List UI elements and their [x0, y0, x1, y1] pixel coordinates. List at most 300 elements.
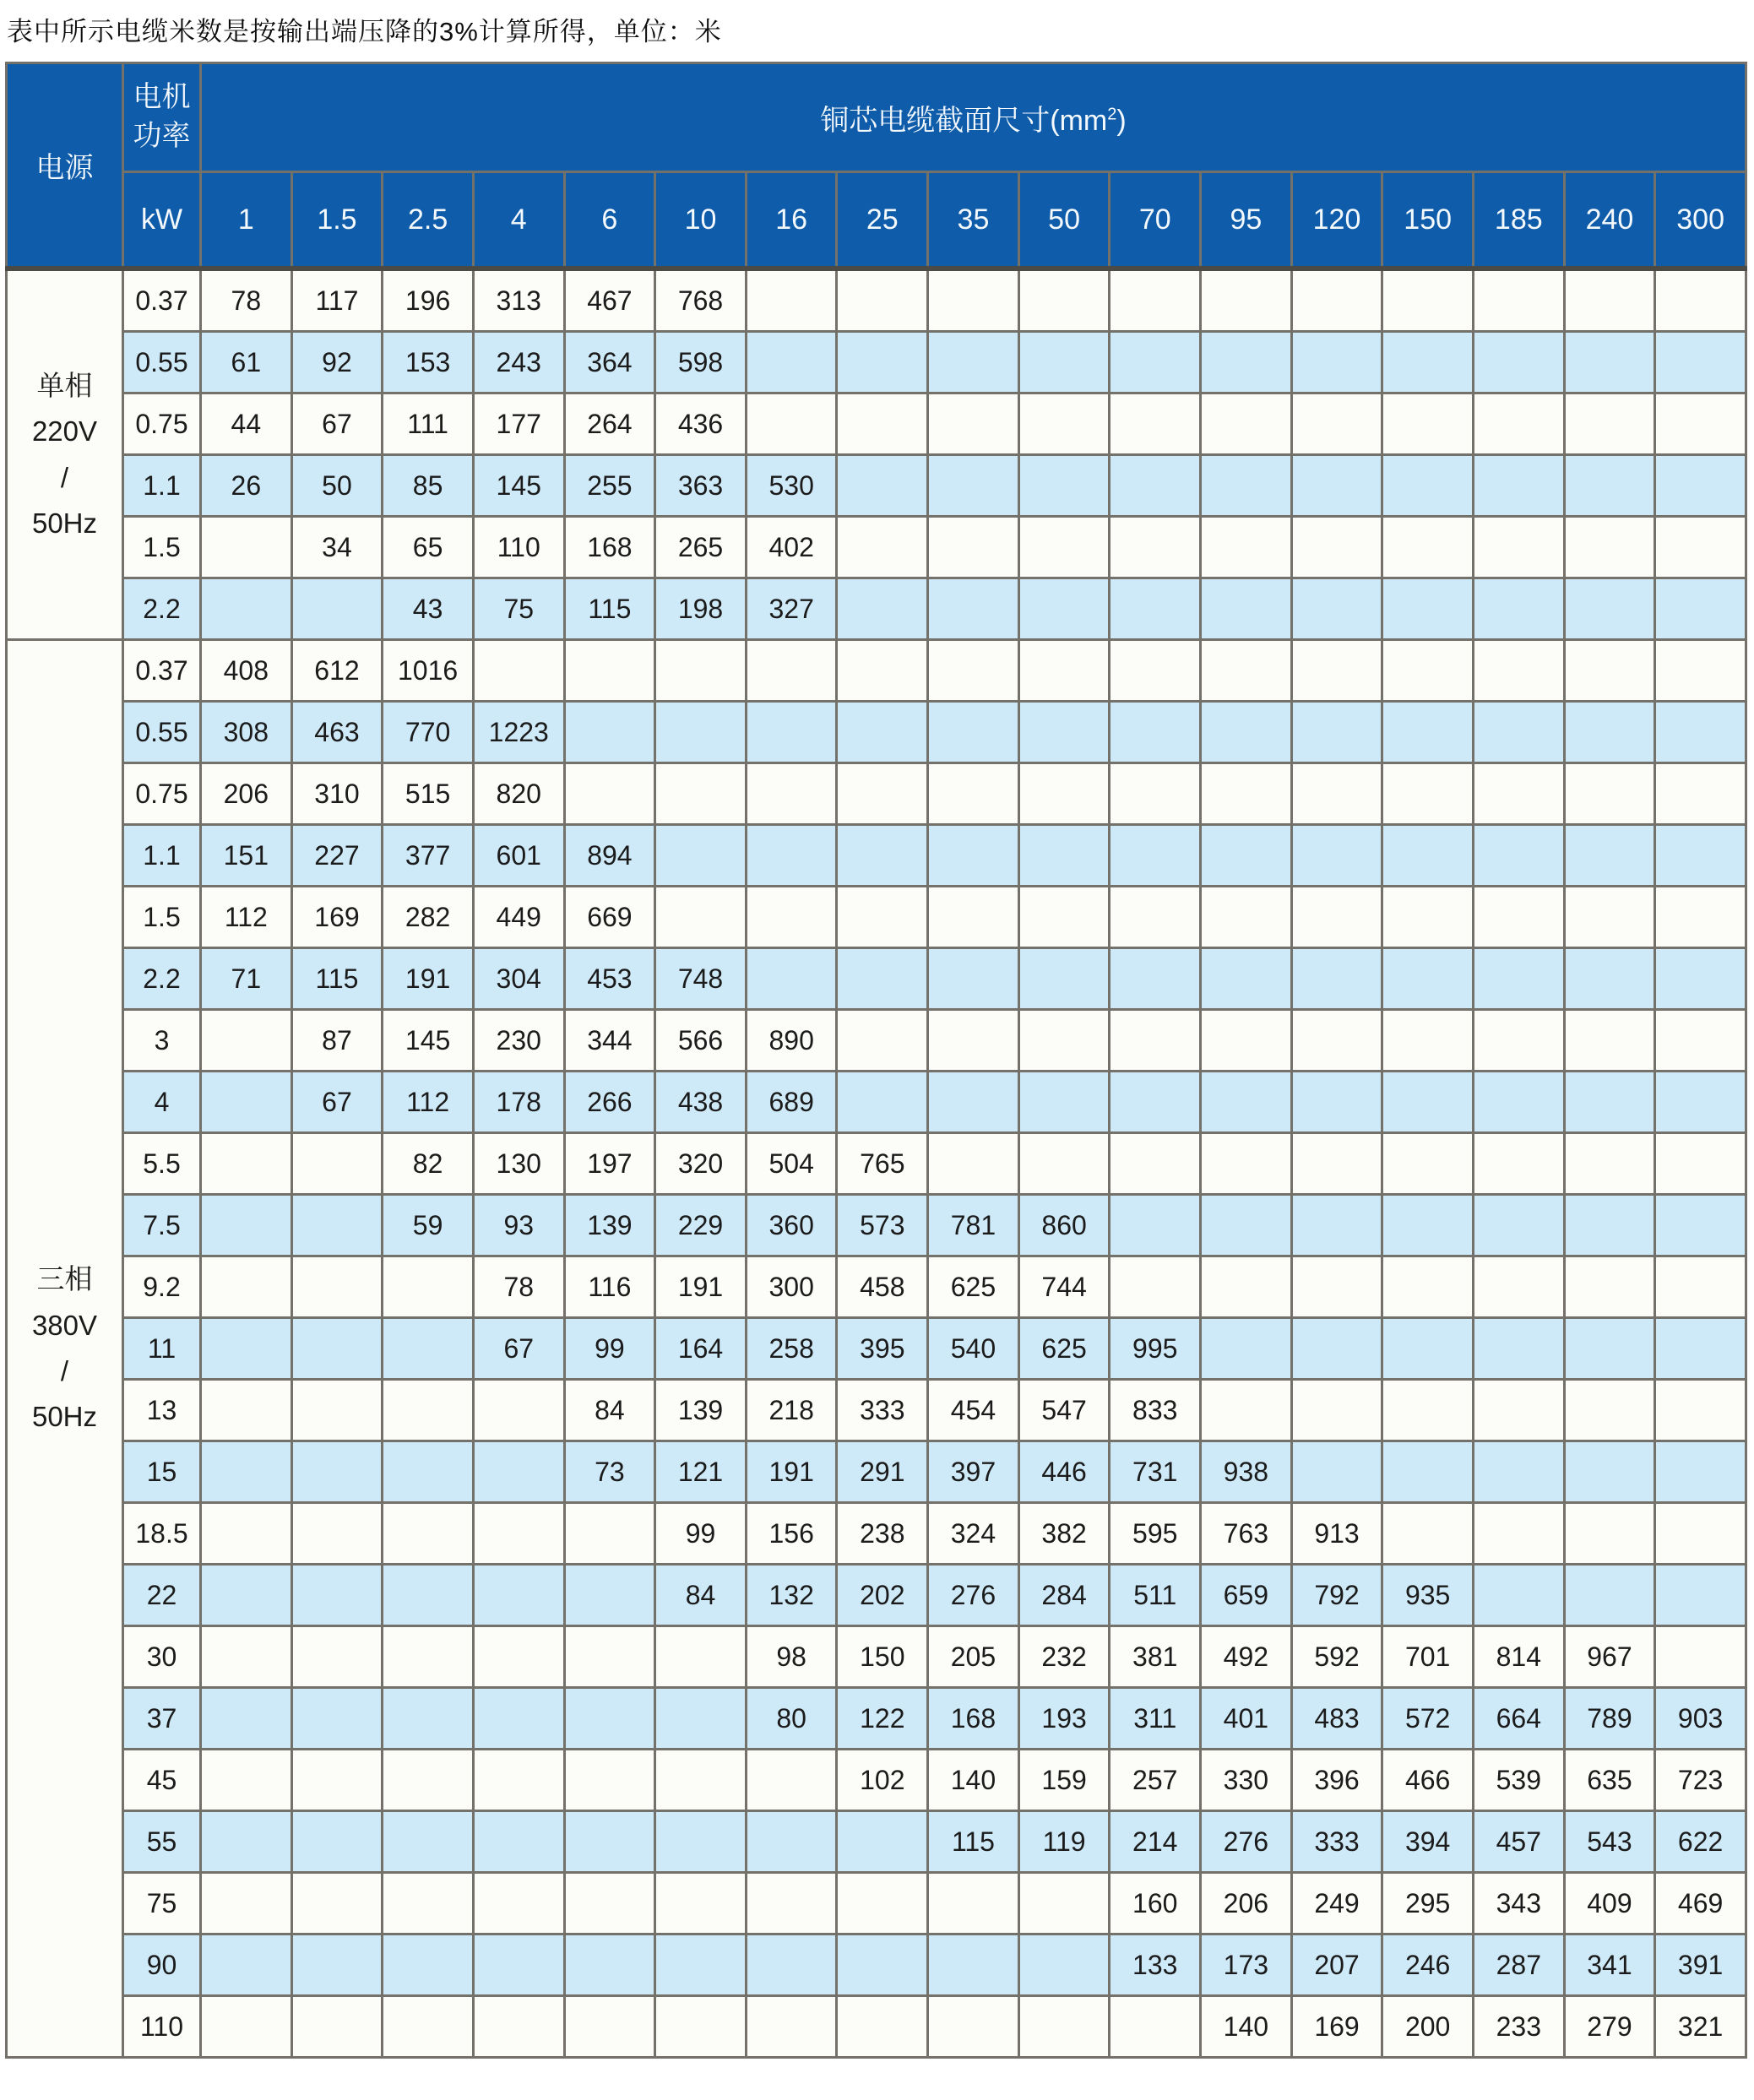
- cable-length-cell: 320: [655, 1133, 747, 1195]
- cable-length-cell: [746, 1811, 837, 1873]
- cable-length-cell: 595: [1110, 1503, 1201, 1565]
- table-row: [7, 1503, 1746, 1565]
- motor-power-cell: 0.75: [123, 393, 201, 455]
- cable-length-cell: 364: [564, 332, 655, 393]
- table-row: [7, 1626, 1746, 1688]
- motor-power-cell: 3: [123, 1010, 201, 1072]
- cable-length-cell: 860: [1018, 1195, 1110, 1256]
- cable-length-cell: [746, 1873, 837, 1934]
- cable-length-cell: [473, 1565, 564, 1626]
- cable-length-cell: 469: [1655, 1873, 1746, 1934]
- cable-length-cell: 601: [473, 825, 564, 887]
- cable-length-cell: [1655, 1133, 1746, 1195]
- cable-length-cell: [1473, 887, 1564, 948]
- cable-length-cell: [1382, 948, 1474, 1010]
- header-size-2.5: 2.5: [383, 172, 474, 269]
- cable-length-cell: 214: [1110, 1811, 1201, 1873]
- cable-length-cell: [473, 1441, 564, 1503]
- cable-length-cell: [1473, 1195, 1564, 1256]
- cable-length-cell: 227: [291, 825, 383, 887]
- cable-length-cell: 117: [291, 269, 383, 332]
- cable-length-cell: [1110, 763, 1201, 825]
- cable-length-cell: [1473, 455, 1564, 517]
- cable-length-cell: 504: [746, 1133, 837, 1195]
- cable-length-cell: [655, 1750, 747, 1811]
- cable-length-cell: [1291, 1256, 1382, 1318]
- cable-length-cell: [1382, 269, 1474, 332]
- cable-length-cell: [1564, 640, 1655, 702]
- cable-length-cell: 820: [473, 763, 564, 825]
- cable-length-cell: 133: [1110, 1934, 1201, 1996]
- cable-length-cell: [1564, 825, 1655, 887]
- table-row: [7, 702, 1746, 763]
- cable-length-cell: [1382, 887, 1474, 948]
- cable-length-cell: 890: [746, 1010, 837, 1072]
- cable-length-cell: [928, 1873, 1019, 1934]
- cable-length-cell: [1110, 825, 1201, 887]
- cable-length-cell: 200: [1382, 1996, 1474, 2058]
- cable-length-cell: [1201, 640, 1292, 702]
- cable-length-cell: [1110, 1133, 1201, 1195]
- power-source-line: 50Hz: [31, 1401, 98, 1433]
- motor-power-cell: 5.5: [123, 1133, 201, 1195]
- cable-length-cell: [746, 1934, 837, 1996]
- cable-length-cell: [473, 1811, 564, 1873]
- cable-length-cell: [1382, 825, 1474, 887]
- cable-length-cell: [291, 1565, 383, 1626]
- cable-length-cell: [1201, 332, 1292, 393]
- cable-length-cell: 153: [383, 332, 474, 393]
- cable-length-cell: 635: [1564, 1750, 1655, 1811]
- cable-length-cell: 156: [746, 1503, 837, 1565]
- cable-length-cell: [201, 1010, 292, 1072]
- cable-length-cell: 196: [383, 269, 474, 332]
- cable-length-cell: [383, 1503, 474, 1565]
- cable-length-cell: 150: [837, 1626, 928, 1688]
- cable-length-cell: 164: [655, 1318, 747, 1380]
- cable-length-cell: 530: [746, 455, 837, 517]
- cable-length-cell: 61: [201, 332, 292, 393]
- cable-length-cell: 903: [1655, 1688, 1746, 1750]
- cable-length-cell: [928, 640, 1019, 702]
- cable-length-cell: [1382, 1503, 1474, 1565]
- cable-length-cell: 547: [1018, 1380, 1110, 1441]
- table-row: [7, 1010, 1746, 1072]
- motor-power-cell: 13: [123, 1380, 201, 1441]
- cable-length-cell: [837, 702, 928, 763]
- cable-length-cell: [1564, 1318, 1655, 1380]
- cable-length-cell: [1201, 1256, 1292, 1318]
- cable-length-cell: [1018, 702, 1110, 763]
- motor-power-cell: 1.5: [123, 887, 201, 948]
- cable-length-cell: [928, 948, 1019, 1010]
- cable-length-cell: 701: [1382, 1626, 1474, 1688]
- cable-length-cell: [837, 1811, 928, 1873]
- cable-length-cell: [564, 1565, 655, 1626]
- cable-length-cell: [1564, 1010, 1655, 1072]
- motor-power-cell: 22: [123, 1565, 201, 1626]
- cross-section-superscript: 2: [1107, 105, 1117, 124]
- power-source-line: 50Hz: [31, 507, 98, 539]
- cable-length-cell: 111: [383, 393, 474, 455]
- cable-length-cell: [291, 1441, 383, 1503]
- cable-length-cell: [201, 578, 292, 640]
- cable-length-cell: [1473, 1133, 1564, 1195]
- cable-length-cell: 789: [1564, 1688, 1655, 1750]
- header-power-source: 电源: [7, 63, 123, 269]
- cable-length-cell: [655, 702, 747, 763]
- cable-length-cell: [1018, 887, 1110, 948]
- cable-length-cell: 540: [928, 1318, 1019, 1380]
- cable-length-cell: 333: [1291, 1811, 1382, 1873]
- cable-length-cell: [1655, 1256, 1746, 1318]
- cable-length-cell: [201, 1996, 292, 2058]
- cable-length-cell: [1018, 825, 1110, 887]
- cable-length-cell: 515: [383, 763, 474, 825]
- motor-power-cell: 0.75: [123, 763, 201, 825]
- cable-length-cell: 311: [1110, 1688, 1201, 1750]
- cable-length-cell: [383, 1256, 474, 1318]
- cable-length-cell: 67: [473, 1318, 564, 1380]
- cable-length-cell: [1564, 517, 1655, 578]
- cable-length-cell: [655, 1626, 747, 1688]
- cable-length-cell: 438: [655, 1072, 747, 1133]
- cable-length-cell: 232: [1018, 1626, 1110, 1688]
- cable-length-cell: [1473, 578, 1564, 640]
- cable-length-cell: [746, 825, 837, 887]
- table-row: [7, 1688, 1746, 1750]
- cable-length-cell: [1110, 948, 1201, 1010]
- cable-length-cell: [1201, 455, 1292, 517]
- cable-length-cell: [473, 1934, 564, 1996]
- cable-length-cell: [928, 1133, 1019, 1195]
- cable-length-cell: [1110, 640, 1201, 702]
- cable-length-cell: 397: [928, 1441, 1019, 1503]
- table-row: [7, 269, 1746, 332]
- cable-length-cell: 71: [201, 948, 292, 1010]
- cable-length-cell: [1382, 517, 1474, 578]
- cable-length-cell: [383, 1688, 474, 1750]
- cable-length-cell: [1564, 1565, 1655, 1626]
- cable-length-cell: 110: [473, 517, 564, 578]
- cable-length-cell: [564, 763, 655, 825]
- motor-power-cell: 4: [123, 1072, 201, 1133]
- cable-length-cell: 130: [473, 1133, 564, 1195]
- cable-length-cell: [1564, 1133, 1655, 1195]
- cable-length-cell: 402: [746, 517, 837, 578]
- cable-length-cell: [1291, 1195, 1382, 1256]
- header-size-6: 6: [564, 172, 655, 269]
- cable-length-cell: 92: [291, 332, 383, 393]
- cable-length-cell: 304: [473, 948, 564, 1010]
- cable-length-cell: 723: [1655, 1750, 1746, 1811]
- cable-length-cell: 572: [1382, 1688, 1474, 1750]
- cable-length-cell: [564, 640, 655, 702]
- cable-length-cell: [1655, 517, 1746, 578]
- cable-length-cell: 73: [564, 1441, 655, 1503]
- cable-length-cell: [473, 1873, 564, 1934]
- cable-length-cell: [473, 1750, 564, 1811]
- cable-length-cell: [1201, 1380, 1292, 1441]
- cable-length-cell: [201, 1195, 292, 1256]
- table-row: [7, 948, 1746, 1010]
- cable-length-cell: [1291, 1380, 1382, 1441]
- cable-length-cell: [383, 1626, 474, 1688]
- cable-length-cell: [1655, 640, 1746, 702]
- motor-power-cell: 1.1: [123, 455, 201, 517]
- cable-length-cell: 467: [564, 269, 655, 332]
- cable-length-cell: 197: [564, 1133, 655, 1195]
- cable-length-cell: 169: [291, 887, 383, 948]
- cable-length-cell: [1655, 702, 1746, 763]
- cable-length-cell: 396: [1291, 1750, 1382, 1811]
- cable-length-cell: [837, 517, 928, 578]
- cable-length-cell: 140: [1201, 1996, 1292, 2058]
- cable-length-cell: [837, 1072, 928, 1133]
- cable-length-cell: 625: [1018, 1318, 1110, 1380]
- cable-length-cell: [1473, 393, 1564, 455]
- cable-length-cell: [1110, 1256, 1201, 1318]
- cable-length-cell: 284: [1018, 1565, 1110, 1626]
- cable-length-cell: 121: [655, 1441, 747, 1503]
- cable-length-cell: [1018, 948, 1110, 1010]
- cable-length-cell: 75: [473, 578, 564, 640]
- cable-length-cell: 67: [291, 1072, 383, 1133]
- cable-length-cell: [746, 640, 837, 702]
- cable-length-cell: [1110, 269, 1201, 332]
- cable-length-cell: 731: [1110, 1441, 1201, 1503]
- cable-length-cell: [383, 1996, 474, 2058]
- cable-length-cell: 511: [1110, 1565, 1201, 1626]
- cable-length-cell: 894: [564, 825, 655, 887]
- cable-length-cell: [1201, 578, 1292, 640]
- cable-length-cell: 205: [928, 1626, 1019, 1688]
- cable-length-cell: [1110, 1996, 1201, 2058]
- cable-length-cell: 446: [1018, 1441, 1110, 1503]
- cable-length-cell: [291, 1996, 383, 2058]
- cable-length-cell: 363: [655, 455, 747, 517]
- cable-length-cell: 276: [928, 1565, 1019, 1626]
- cable-length-cell: [1110, 517, 1201, 578]
- cable-length-cell: [201, 1811, 292, 1873]
- motor-power-cell: 11: [123, 1318, 201, 1380]
- cable-length-cell: 44: [201, 393, 292, 455]
- cable-length-cell: [1655, 1441, 1746, 1503]
- cable-length-cell: [291, 1256, 383, 1318]
- cable-length-cell: 995: [1110, 1318, 1201, 1380]
- cable-length-cell: [383, 1441, 474, 1503]
- cable-length-cell: [1291, 1441, 1382, 1503]
- power-source-line: 三相: [36, 1263, 93, 1295]
- cable-length-cell: [201, 1380, 292, 1441]
- cable-length-cell: 768: [655, 269, 747, 332]
- cable-length-cell: [1291, 455, 1382, 517]
- cable-length-cell: [1018, 455, 1110, 517]
- cable-length-cell: [1291, 640, 1382, 702]
- cable-length-cell: [1382, 763, 1474, 825]
- cable-length-cell: 65: [383, 517, 474, 578]
- cable-length-cell: 765: [837, 1133, 928, 1195]
- cable-length-cell: [383, 1565, 474, 1626]
- cable-length-cell: 343: [1473, 1873, 1564, 1934]
- cable-length-cell: 913: [1291, 1503, 1382, 1565]
- motor-power-cell: 7.5: [123, 1195, 201, 1256]
- cable-length-cell: [837, 640, 928, 702]
- cable-length-cell: [1018, 763, 1110, 825]
- cable-length-cell: [1201, 887, 1292, 948]
- cable-length-cell: 132: [746, 1565, 837, 1626]
- cable-length-cell: [1201, 825, 1292, 887]
- cable-length-cell: [473, 640, 564, 702]
- cable-length-cell: 744: [1018, 1256, 1110, 1318]
- cable-length-cell: 93: [473, 1195, 564, 1256]
- cable-length-cell: [928, 887, 1019, 948]
- motor-power-cell: 1.5: [123, 517, 201, 578]
- table-caption: 表中所示电缆米数是按输出端压降的3%计算所得，单位：米: [7, 17, 722, 46]
- cable-length-cell: [1473, 640, 1564, 702]
- cable-length-cell: 543: [1564, 1811, 1655, 1873]
- cable-length-cell: 625: [928, 1256, 1019, 1318]
- cable-length-cell: [201, 517, 292, 578]
- cable-length-cell: [1473, 702, 1564, 763]
- header-size-240: 240: [1564, 172, 1655, 269]
- cable-length-cell: [383, 1750, 474, 1811]
- cable-length-cell: [564, 1811, 655, 1873]
- cable-length-cell: [1382, 332, 1474, 393]
- cable-length-cell: 177: [473, 393, 564, 455]
- cable-length-cell: 669: [564, 887, 655, 948]
- cable-length-cell: [1655, 393, 1746, 455]
- cable-length-cell: 436: [655, 393, 747, 455]
- cable-length-cell: 748: [655, 948, 747, 1010]
- cable-length-cell: [1655, 1626, 1746, 1688]
- cable-length-cell: 664: [1473, 1688, 1564, 1750]
- cable-length-cell: [1473, 1318, 1564, 1380]
- header-cross-section: [201, 63, 1746, 172]
- cable-length-cell: [928, 517, 1019, 578]
- cable-length-cell: 814: [1473, 1626, 1564, 1688]
- header-size-16: 16: [746, 172, 837, 269]
- cable-length-cell: [1018, 1873, 1110, 1934]
- cable-length-cell: 26: [201, 455, 292, 517]
- cable-length-cell: [1473, 763, 1564, 825]
- cable-length-cell: 408: [201, 640, 292, 702]
- cable-length-cell: 98: [746, 1626, 837, 1688]
- cable-length-cell: 116: [564, 1256, 655, 1318]
- cable-length-cell: [1382, 1195, 1474, 1256]
- cable-length-cell: [1110, 332, 1201, 393]
- cable-length-cell: 573: [837, 1195, 928, 1256]
- cable-length-cell: 34: [291, 517, 383, 578]
- cable-length-cell: [1382, 702, 1474, 763]
- cable-length-cell: [746, 763, 837, 825]
- cable-length-cell: 381: [1110, 1626, 1201, 1688]
- header-size-150: 150: [1382, 172, 1474, 269]
- cable-length-cell: 382: [1018, 1503, 1110, 1565]
- cable-length-cell: 255: [564, 455, 655, 517]
- header-size-10: 10: [655, 172, 747, 269]
- cable-length-cell: [655, 887, 747, 948]
- cable-length-cell: 592: [1291, 1626, 1382, 1688]
- table-row: [7, 1565, 1746, 1626]
- cable-length-cell: 409: [1564, 1873, 1655, 1934]
- cable-length-cell: [928, 1934, 1019, 1996]
- cable-length-cell: [1291, 332, 1382, 393]
- cable-length-cell: [291, 1318, 383, 1380]
- cable-length-cell: [1382, 578, 1474, 640]
- cable-length-cell: [1291, 948, 1382, 1010]
- cable-length-cell: [1655, 455, 1746, 517]
- motor-power-cell: 2.2: [123, 578, 201, 640]
- cable-length-cell: [383, 1873, 474, 1934]
- cable-length-cell: 308: [201, 702, 292, 763]
- cable-length-cell: 310: [291, 763, 383, 825]
- cable-length-cell: [837, 578, 928, 640]
- cable-length-cell: [1110, 1195, 1201, 1256]
- power-source-line: 380V: [31, 1309, 98, 1341]
- table-row: [7, 763, 1746, 825]
- cable-length-cell: [655, 825, 747, 887]
- header-size-120: 120: [1291, 172, 1382, 269]
- motor-power-cell: 55: [123, 1811, 201, 1873]
- cable-length-cell: [655, 1934, 747, 1996]
- cable-length-cell: 102: [837, 1750, 928, 1811]
- cable-length-cell: 233: [1473, 1996, 1564, 2058]
- table-row: [7, 517, 1746, 578]
- cable-length-cell: [1655, 1010, 1746, 1072]
- cable-length-cell: [1018, 517, 1110, 578]
- cable-length-cell: [1655, 578, 1746, 640]
- cable-length-cell: [1564, 1441, 1655, 1503]
- motor-power-cell: 18.5: [123, 1503, 201, 1565]
- header-size-4: 4: [473, 172, 564, 269]
- cable-length-cell: [201, 1873, 292, 1934]
- cable-length-cell: 276: [1201, 1811, 1292, 1873]
- cable-length-cell: [837, 948, 928, 1010]
- cable-length-cell: 139: [564, 1195, 655, 1256]
- cable-length-cell: [1655, 1380, 1746, 1441]
- table-row: [7, 1380, 1746, 1441]
- cable-length-cell: [1018, 578, 1110, 640]
- table-row: [7, 332, 1746, 393]
- cable-length-cell: [837, 1934, 928, 1996]
- cable-length-cell: [655, 1688, 747, 1750]
- cable-length-cell: 178: [473, 1072, 564, 1133]
- cable-length-cell: 622: [1655, 1811, 1746, 1873]
- cable-length-cell: 246: [1382, 1934, 1474, 1996]
- cable-length-cell: [1201, 393, 1292, 455]
- cable-length-cell: [928, 763, 1019, 825]
- cable-length-cell: [201, 1441, 292, 1503]
- cable-length-cell: [1110, 887, 1201, 948]
- cable-length-cell: [1564, 393, 1655, 455]
- cable-length-cell: [928, 1072, 1019, 1133]
- cable-length-cell: 327: [746, 578, 837, 640]
- cable-length-cell: 82: [383, 1133, 474, 1195]
- cable-length-cell: 394: [1382, 1811, 1474, 1873]
- cable-length-cell: [201, 1934, 292, 1996]
- cable-length-cell: [1564, 887, 1655, 948]
- cable-length-cell: 139: [655, 1380, 747, 1441]
- cable-length-cell: [564, 1873, 655, 1934]
- motor-power-cell: 9.2: [123, 1256, 201, 1318]
- cable-length-cell: [291, 1626, 383, 1688]
- cable-length-cell: [564, 1934, 655, 1996]
- table-row: [7, 393, 1746, 455]
- cable-length-cell: [1018, 332, 1110, 393]
- cable-length-cell: 87: [291, 1010, 383, 1072]
- cable-length-cell: [1564, 1503, 1655, 1565]
